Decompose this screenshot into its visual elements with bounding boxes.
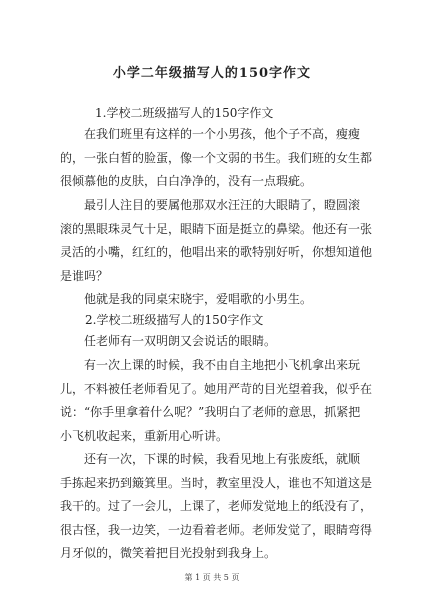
section-2-heading: 2.学校二班级描写人的150字作文 (85, 313, 264, 327)
page-title: 小学二年级描写人的150字作文 (112, 66, 312, 81)
text-line: 任老师有一双明朗又会说话的眼睛。 (84, 334, 277, 348)
text-line: 滚的黑眼珠灵气十足，眼睛下面是挺立的鼻梁。他还有一张 (60, 221, 373, 236)
section-1-heading: 1.学校二班级描写人的150字作文 (95, 106, 274, 120)
text-line: 月牙似的，微笑着把目光投射到我身上。 (60, 546, 277, 560)
text-line: 说：“你手里拿着什么呢？”我明白了老师的意思，抓紧把 (60, 405, 361, 419)
text-line: 灵活的小嘴，红红的，他唱出来的歌特别好听，你想知道他 (60, 245, 373, 259)
text-line: 很古怪，我一边笑，一边看着老师。老师发觉了，眼睛弯得 (60, 522, 373, 537)
text-line: 我干的。过了一会儿，上课了，老师发觉地上的纸没有了， (60, 499, 373, 513)
section-2-paragraph-3 (60, 448, 373, 566)
text-line: 他就是我的同桌宋晓宇，爱唱歌的小男生。 (84, 292, 313, 306)
section-1-paragraph-3 (60, 288, 364, 312)
text-line: 小飞机收起来，重新用心听讲。 (60, 428, 229, 443)
section-1-paragraph-1 (60, 123, 373, 194)
section-2-paragraph-1 (60, 330, 364, 354)
text-line: 在我们班里有这样的一个小男孩，他个子不高，瘦瘦 (84, 127, 361, 141)
text-line: 的，一张白皙的脸蛋，像一个文弱的书生。我们班的女生都 (60, 150, 373, 165)
text-line: 还有一次，下课的时候，我看见地上有张废纸，就顺 (84, 452, 361, 466)
text-line: 最引人注目的要属他那双水汪汪的大眼睛了，瞪圆滚 (84, 198, 361, 212)
section-1-paragraph-2 (60, 194, 373, 288)
page-footer: 第 1 页 共 5 页 (184, 573, 240, 582)
section-2-paragraph-2 (60, 354, 373, 448)
text-line: 儿，不料被任老师看见了。她用严苛的目光望着我，似乎在 (60, 381, 373, 396)
text-line: 很倾慕他的皮肤，白白净净的，没有一点瑕疵。 (60, 174, 313, 188)
text-line: 有一次上课的时候，我不由自主地把小飞机拿出来玩 (84, 358, 361, 372)
text-line: 手拣起来扔到簸箕里。当时，教室里没人，谁也不知道这是 (60, 475, 373, 490)
text-line: 是谁吗？ (60, 268, 109, 283)
